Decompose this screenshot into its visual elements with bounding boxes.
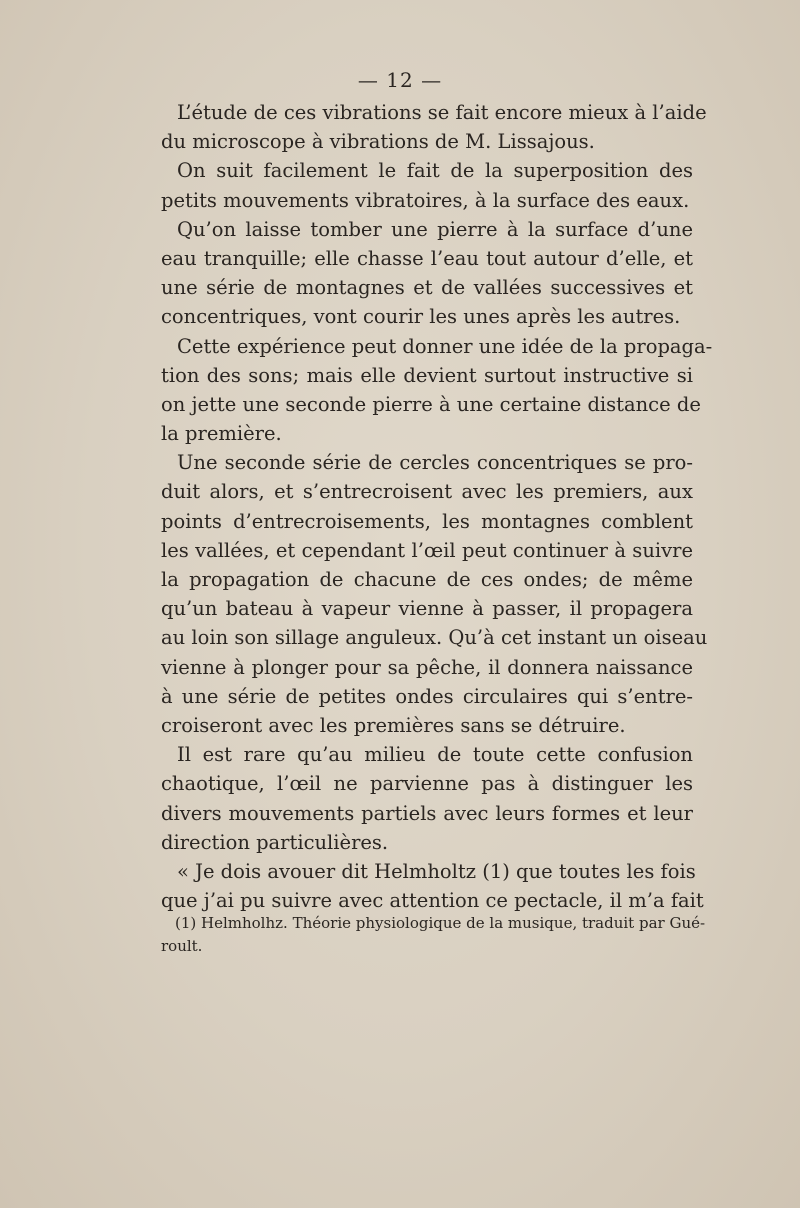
- text-line: la première.: [161, 422, 282, 446]
- text-line: une série de montagnes et de vallées successives et: [161, 276, 693, 300]
- footnote: [161, 912, 706, 958]
- text-line: les vallées, et cependant l’œil peut continuer à suivre: [161, 538, 693, 562]
- text-line: Il est rare qu’au milieu de toute cette confusion: [177, 743, 693, 767]
- text-line: eau tranquille; elle chasse l’eau tout autour d’elle, et: [161, 246, 693, 270]
- text-line: chaotique, l’œil ne parvienne pas à distinguer les: [161, 772, 693, 796]
- text-line: tion des sons; mais elle devient surtout instructive si: [161, 363, 693, 387]
- text-line: direction particulières.: [161, 830, 389, 854]
- text-line: On suit facilement le fait de la superposition des: [177, 159, 693, 183]
- text-line: L’étude de ces vibrations se fait encore mieux à l’aide: [177, 101, 707, 124]
- text-line: que j’ai pu suivre avec attention ce pectacle, il m’a fait: [161, 889, 704, 913]
- text-line: Cette expérience peut donner une idée de la propaga-: [177, 334, 713, 358]
- footnote-line: roult.: [161, 937, 203, 955]
- text-line: « Je dois avouer dit Helmholtz (1) que toutes les fois: [177, 859, 696, 883]
- text-line: la propagation de chacune de ces ondes; de même: [161, 568, 693, 591]
- text-line: duit alors, et s’entrecroisent avec les premiers, aux: [161, 480, 693, 504]
- text-line: croiseront avec les premières sans se détruire.: [161, 713, 626, 737]
- text-line: Une seconde série de cercles concentriques se pro-: [177, 451, 693, 475]
- text-line: Qu’on laisse tomber une pierre à la surface d’une: [177, 217, 693, 241]
- text-line: points d’entrecroisements, les montagnes comblent: [161, 509, 693, 533]
- text-line: au loin son sillage anguleux. Qu’à cet instant un oiseau: [161, 626, 708, 650]
- text-line: concentriques, vont courir les unes après les autres.: [161, 305, 681, 329]
- page-number: — 12 —: [357, 68, 443, 92]
- text-line: du microscope à vibrations de M. Lissajous.: [161, 130, 595, 154]
- footnote-line: (1) Helmholhz. Théorie physiologique de la musique, traduit par Gué-: [175, 914, 706, 932]
- body-text: [161, 98, 713, 915]
- text-line: divers mouvements partiels avec leurs formes et leur: [161, 801, 693, 825]
- text-line: qu’un bateau à vapeur vienne à passer, il propagera: [161, 597, 693, 621]
- text-line: vienne à plonger pour sa pêche, il donnera naissance: [161, 655, 693, 679]
- text-line: on jette une seconde pierre à une certaine distance de: [161, 392, 701, 416]
- text-line: à une série de petites ondes circulaires qui s’entre-: [161, 684, 693, 708]
- text-line: petits mouvements vibratoires, à la surface des eaux.: [161, 188, 690, 212]
